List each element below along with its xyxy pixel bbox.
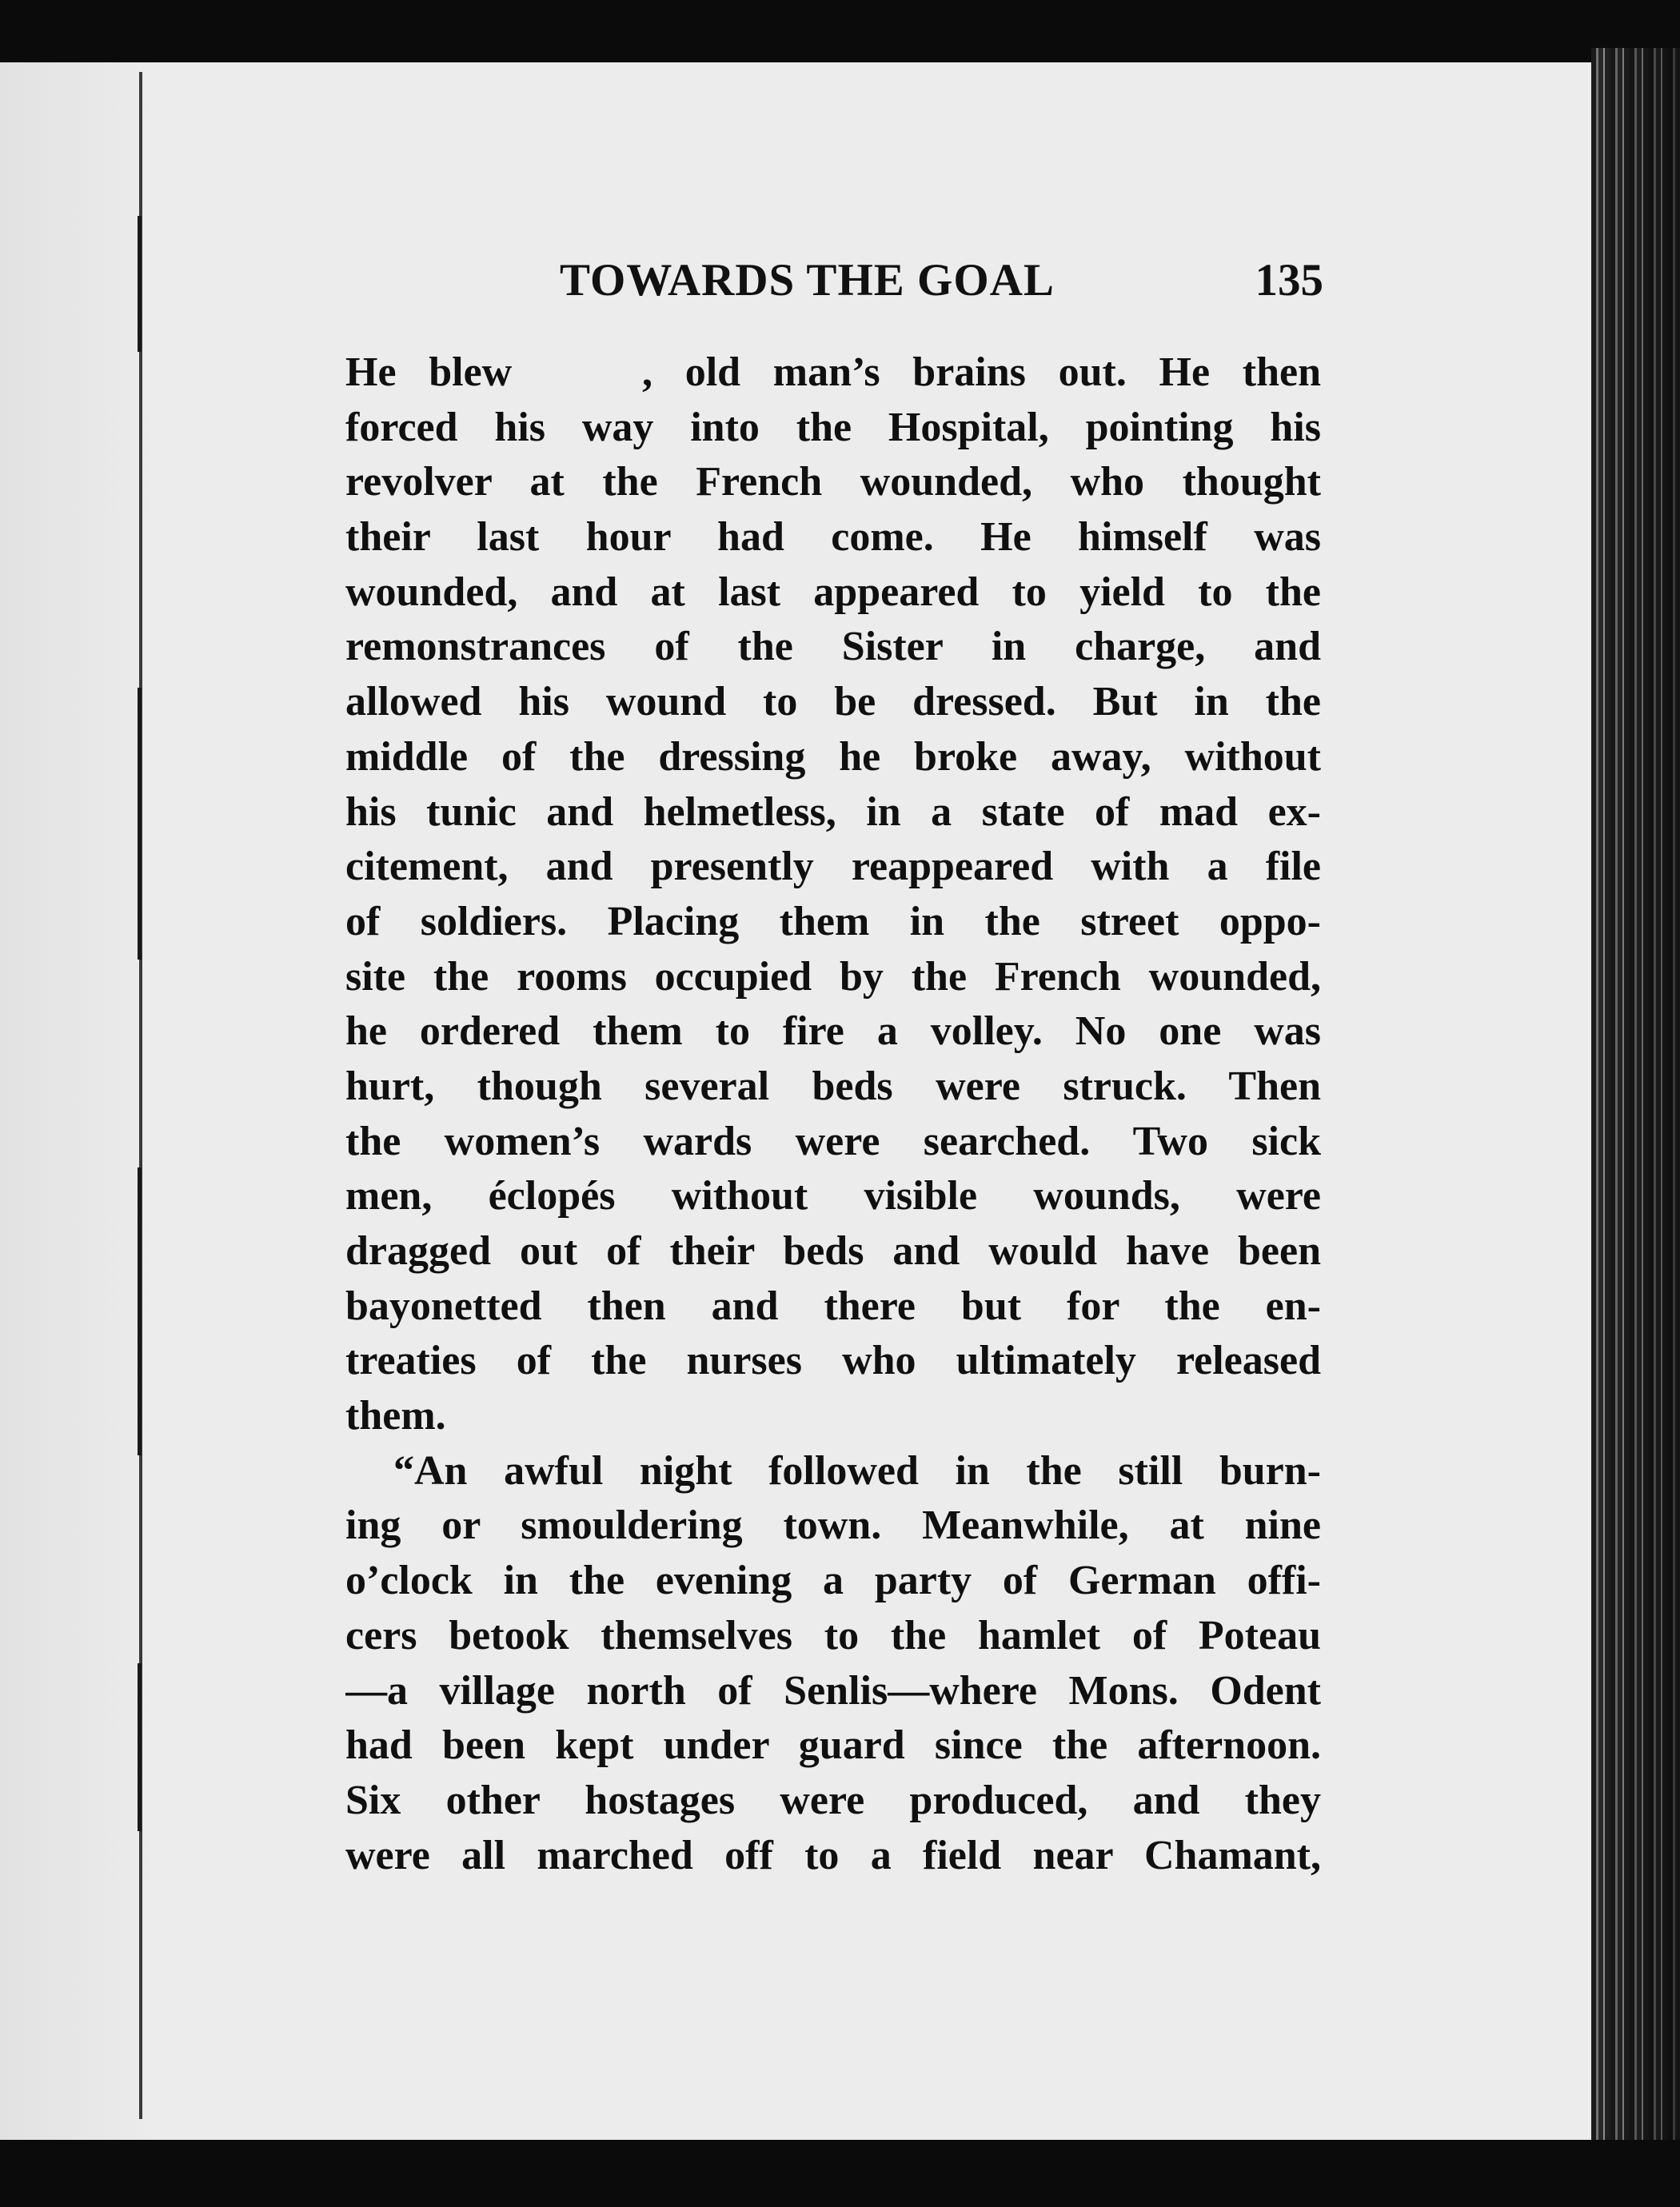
- text-line: dragged out of their beds and would have been: [345, 1228, 1321, 1274]
- text-line: site the rooms occupied by the French wounded,: [345, 953, 1321, 1000]
- gutter-shadow-mark: [138, 216, 142, 352]
- text-line: the women’s wards were searched. Two sick: [345, 1118, 1321, 1164]
- text-line: middle of the dressing he broke away, without: [345, 733, 1321, 780]
- text-line: wounded, and at last appeared to yield to the: [345, 569, 1321, 615]
- left-page-margin: [0, 62, 160, 2141]
- scan-bottom-border: [0, 2140, 1680, 2207]
- text-line: ing or smouldering town. Meanwhile, at nine: [345, 1503, 1321, 1549]
- text-line: men, éclopés without visible wounds, were: [345, 1173, 1321, 1219]
- text-line: treaties of the nurses who ultimately released: [345, 1338, 1321, 1384]
- text-line: o’clock in the evening a party of German offi-: [345, 1558, 1321, 1604]
- text-line: hurt, though several beds were struck. Then: [345, 1063, 1321, 1109]
- gutter-shadow-mark: [138, 1167, 142, 1455]
- running-header: [344, 254, 1323, 318]
- text-line: forced his way into the Hospital, pointing his: [345, 404, 1321, 450]
- text-line: his tunic and helmetless, in a state of mad ex-: [345, 788, 1321, 835]
- page-stack-shadow: [1591, 48, 1680, 2159]
- text-line: were all marched off to a field near Chamant,: [345, 1832, 1321, 1878]
- text-line: he ordered them to fire a volley. No one was: [345, 1008, 1321, 1055]
- text-line: allowed his wound to be dressed. But in the: [345, 679, 1321, 725]
- text-line: —a village north of Senlis—where Mons. Odent: [345, 1667, 1321, 1714]
- text-line: revolver at the French wounded, who thought: [345, 459, 1321, 505]
- gutter-shadow-mark: [138, 688, 142, 960]
- paragraph-end-line: them.: [345, 1393, 446, 1439]
- gutter-shadow-mark: [138, 1663, 142, 1831]
- text-line: had been kept under guard since the afternoon.: [345, 1722, 1321, 1769]
- text-line: bayonetted then and there but for the en-: [345, 1283, 1321, 1329]
- text-line: citement, and presently reappeared with a file: [345, 844, 1321, 890]
- scan-top-border: [0, 0, 1680, 64]
- text-line: remonstrances of the Sister in charge, and: [345, 624, 1321, 670]
- running-title: TOWARDS THE GOAL: [560, 255, 1055, 305]
- text-line: of soldiers. Placing them in the street oppo-: [345, 898, 1321, 944]
- text-line: He blew , old man’s brains out. He then: [345, 349, 1321, 395]
- text-line: their last hour had come. He himself was: [345, 514, 1321, 561]
- body-text: [345, 345, 1321, 1883]
- text-line: Six other hostages were produced, and they: [345, 1777, 1321, 1823]
- text-line: cers betook themselves to the hamlet of Poteau: [345, 1612, 1321, 1658]
- page-number: 135: [1255, 255, 1323, 305]
- paragraph-start-line: “An awful night followed in the still burn-: [393, 1447, 1321, 1494]
